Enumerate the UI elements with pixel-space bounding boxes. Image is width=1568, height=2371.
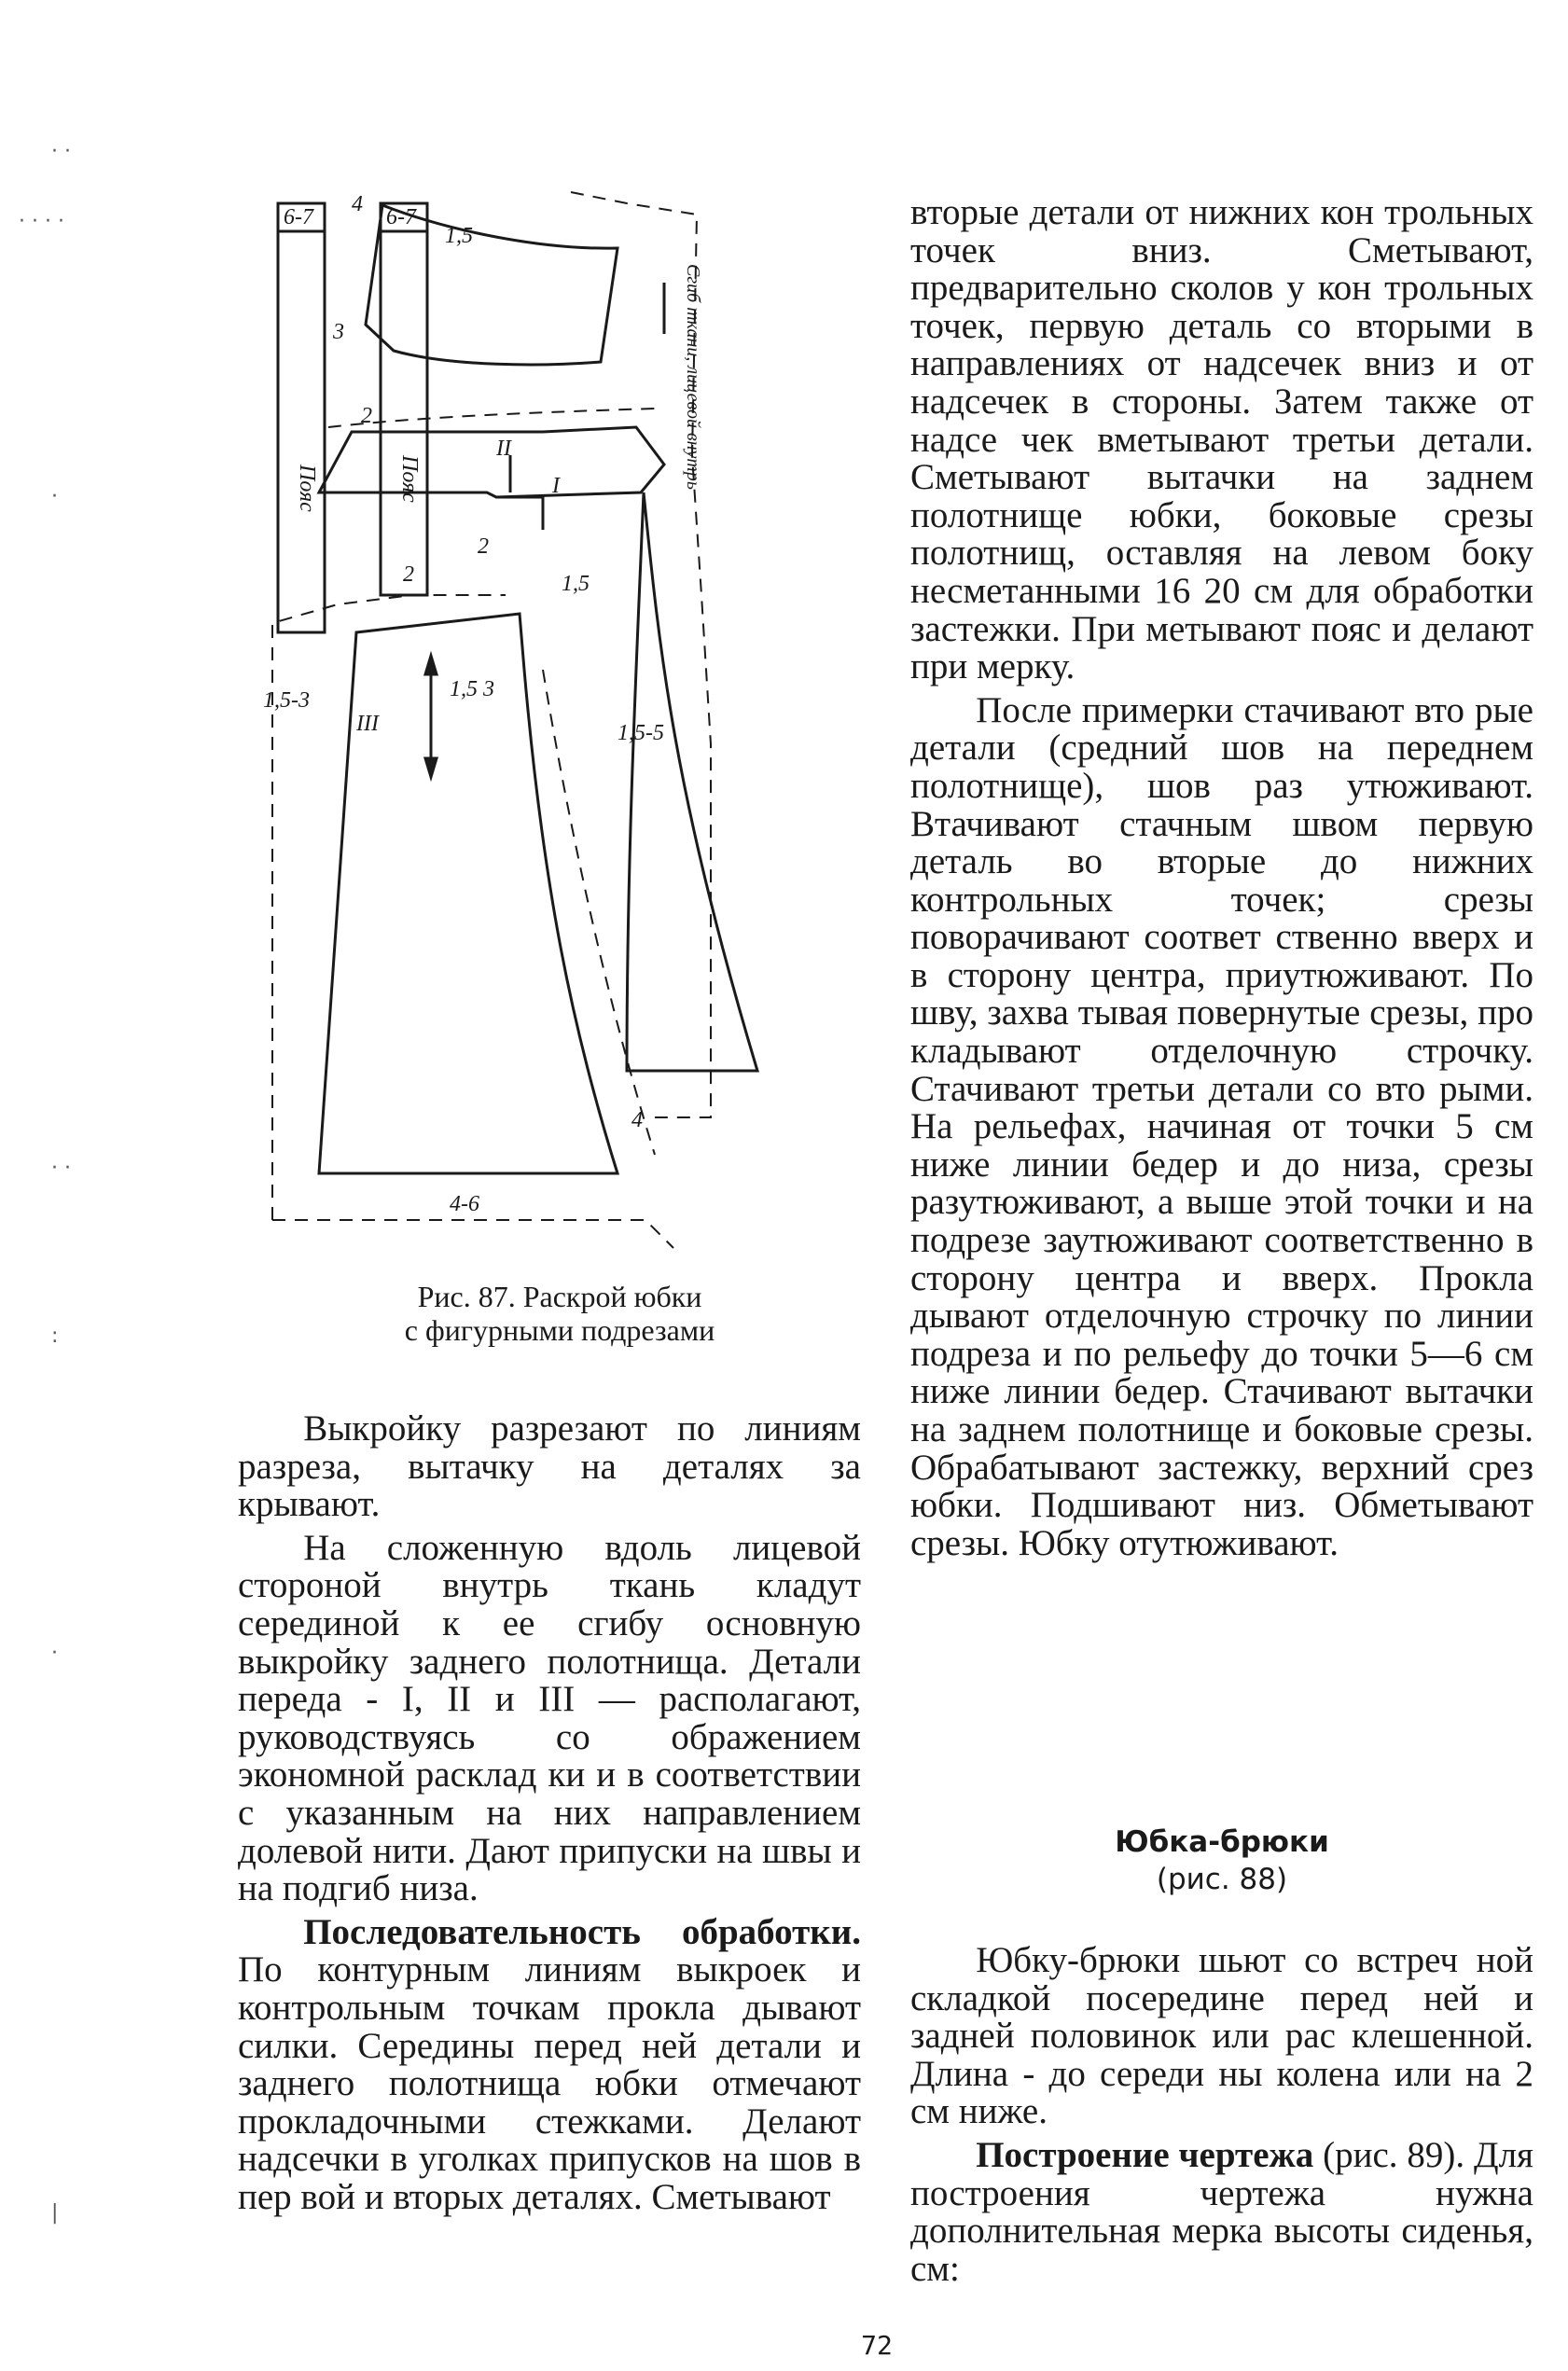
label-allowance-3: 3 [333,320,344,344]
section-heading [1063,1823,1381,1898]
margin-specks: · [51,1642,58,1665]
section-subtitle: (рис. 88) [1156,1863,1288,1896]
sequence-heading: Последовательность обработки. [303,1911,861,1952]
pattern-piece-III [627,492,757,1071]
pattern-piece-II [319,427,664,497]
paragraph-skirt-trousers: Юбку-брюки шьют со встреч ной складкой посередине перед ней и задней половинок или рас клешенной. Длина - до середи ны колена или на 2 см ниже. [910,1940,1533,2132]
label-piece-III: III [356,712,379,736]
fabric-outline-bottom [272,1220,673,1248]
belt-strip-2 [381,203,427,595]
margin-specks: · [51,485,58,508]
label-allowance-4: 4 [352,192,363,216]
paragraph-sequence [238,1911,861,2217]
margin-specks: : [51,1324,59,1348]
section-title: Юбка-брюки [1115,1825,1329,1859]
label-allowance-4-6: 4-6 [450,1192,479,1216]
fabric-outline-mid [328,409,655,427]
right-column [910,194,1533,1562]
drafting-text: (рис. 89). Для построения чертежа нужна дополнительная мерка высоты сиденья, см: [910,2134,1533,2289]
left-column [238,1410,861,2216]
belt-label-2: Пояс [397,455,422,503]
label-piece-I: I [552,474,560,498]
sequence-text: По контурным линиям выкроек и контрольным точкам прокла дывают силки. Середины перед ней детали и заднего полотнища юбки отмечают прокладочными стежками. Делают надсечки в уголках припусков на шов в пер вой и вторых деталях. Сметывают [238,1949,861,2217]
figure-caption-line-1: Рис. 87. Раскрой юбки [417,1280,702,1313]
page-number: 72 [861,2330,893,2361]
fold-label: Сгиб ткани, лицевой внутрь [683,264,703,490]
label-allowance-2-top: 2 [361,404,372,428]
margin-specks: | [51,2201,59,2225]
paragraph-basting: вторые детали от нижних кон трольных точек вниз. Сметывают, предварительно сколов у кон трольных точек, первую деталь со вторыми в направлениях от надсечек вниз и от надсечек в стороны. Затем также от надсе чек вметывают третьи детали. Сметывают вытачки на заднем полотнище юбки, боковые срезы полотнищ, оставляя на левом боку несметанными 16 20 см для обработки застежки. При метывают пояс и делают при мерку. [910,192,1533,687]
paragraph-cutting: Выкройку разрезают по линиям разреза, вытачку на деталях за крывают. [238,1408,861,1525]
label-allowance-1-5-3-b: 1,5 3 [450,677,494,701]
paragraph-drafting [910,2134,1533,2289]
label-allowance-1-5-5: 1,5-5 [617,721,664,745]
drafting-heading: Построение чертежа [976,2134,1314,2175]
belt-strip-1 [278,203,325,632]
label-piece-II: II [496,437,511,461]
margin-specks: · · [51,1157,71,1180]
belt-width-1: 6-7 [284,205,313,229]
figure-caption-line-2: с фигурными подрезами [404,1313,715,1347]
margin-specks: · · · · [19,210,64,233]
belt-width-2: 6-7 [386,205,416,229]
label-allowance-1-5-3: 1,5-3 [263,688,310,713]
paragraph-after-fitting: После примерки стачивают вто рые детали (средний шов на переднем полотнище), шов раз утюживают. Втачивают стачным швом первую деталь во вторые до нижних контрольных точек; срезы поворачивают соответ ственно вверх и в сторону центра, приутюживают. По шву, захва тывая повернутые срезы, про кладывают отделочную строчку. Стачивают третьи детали со вто рыми. На рельефах, начиная от точки 5 см ниже линии бедер и до низа, срезы разутюживают, а выше этой точки и на подрезе заутюживают соответственно в сторону центра и вверх. Прокла дывают отделочную строчку по линии подреза и по рельефу до точки 5—6 см ниже линии бедер. Стачивают вытачки на заднем полотнище и боковые срезы. Обрабатывают застежку, верхний срез юбки. Подшивают низ. Обметывают срезы. Юбку отутюживают. [910,689,1533,1563]
margin-specks: · · [51,140,71,163]
pattern-layout-drawing [263,185,879,1267]
paragraph-layout: На сложенную вдоль лицевой стороной внутрь ткань кладут серединой к ее сгибу основную выкройку заднего полотнища. Детали переда - I, II и III — располагают, руководствуясь со ображением экономной расклад ки и в соответствии с указанным на них направлением долевой нити. Дают припуски на швы и на подгиб низа. [238,1527,861,1909]
label-allowance-4-bottom: 4 [631,1108,643,1132]
label-allowance-2-back: 2 [403,562,414,587]
pattern-layout-figure [263,185,879,1267]
pattern-piece-II-tail [496,497,543,530]
figure-caption [280,1280,840,1347]
label-allowance-1-5-mid: 1,5 [562,572,590,596]
label-allowance-1-5-top: 1,5 [445,224,473,248]
belt-label-1: Пояс [295,464,319,512]
right-column-lower [910,1942,1533,2288]
label-allowance-2-mid: 2 [478,534,489,559]
